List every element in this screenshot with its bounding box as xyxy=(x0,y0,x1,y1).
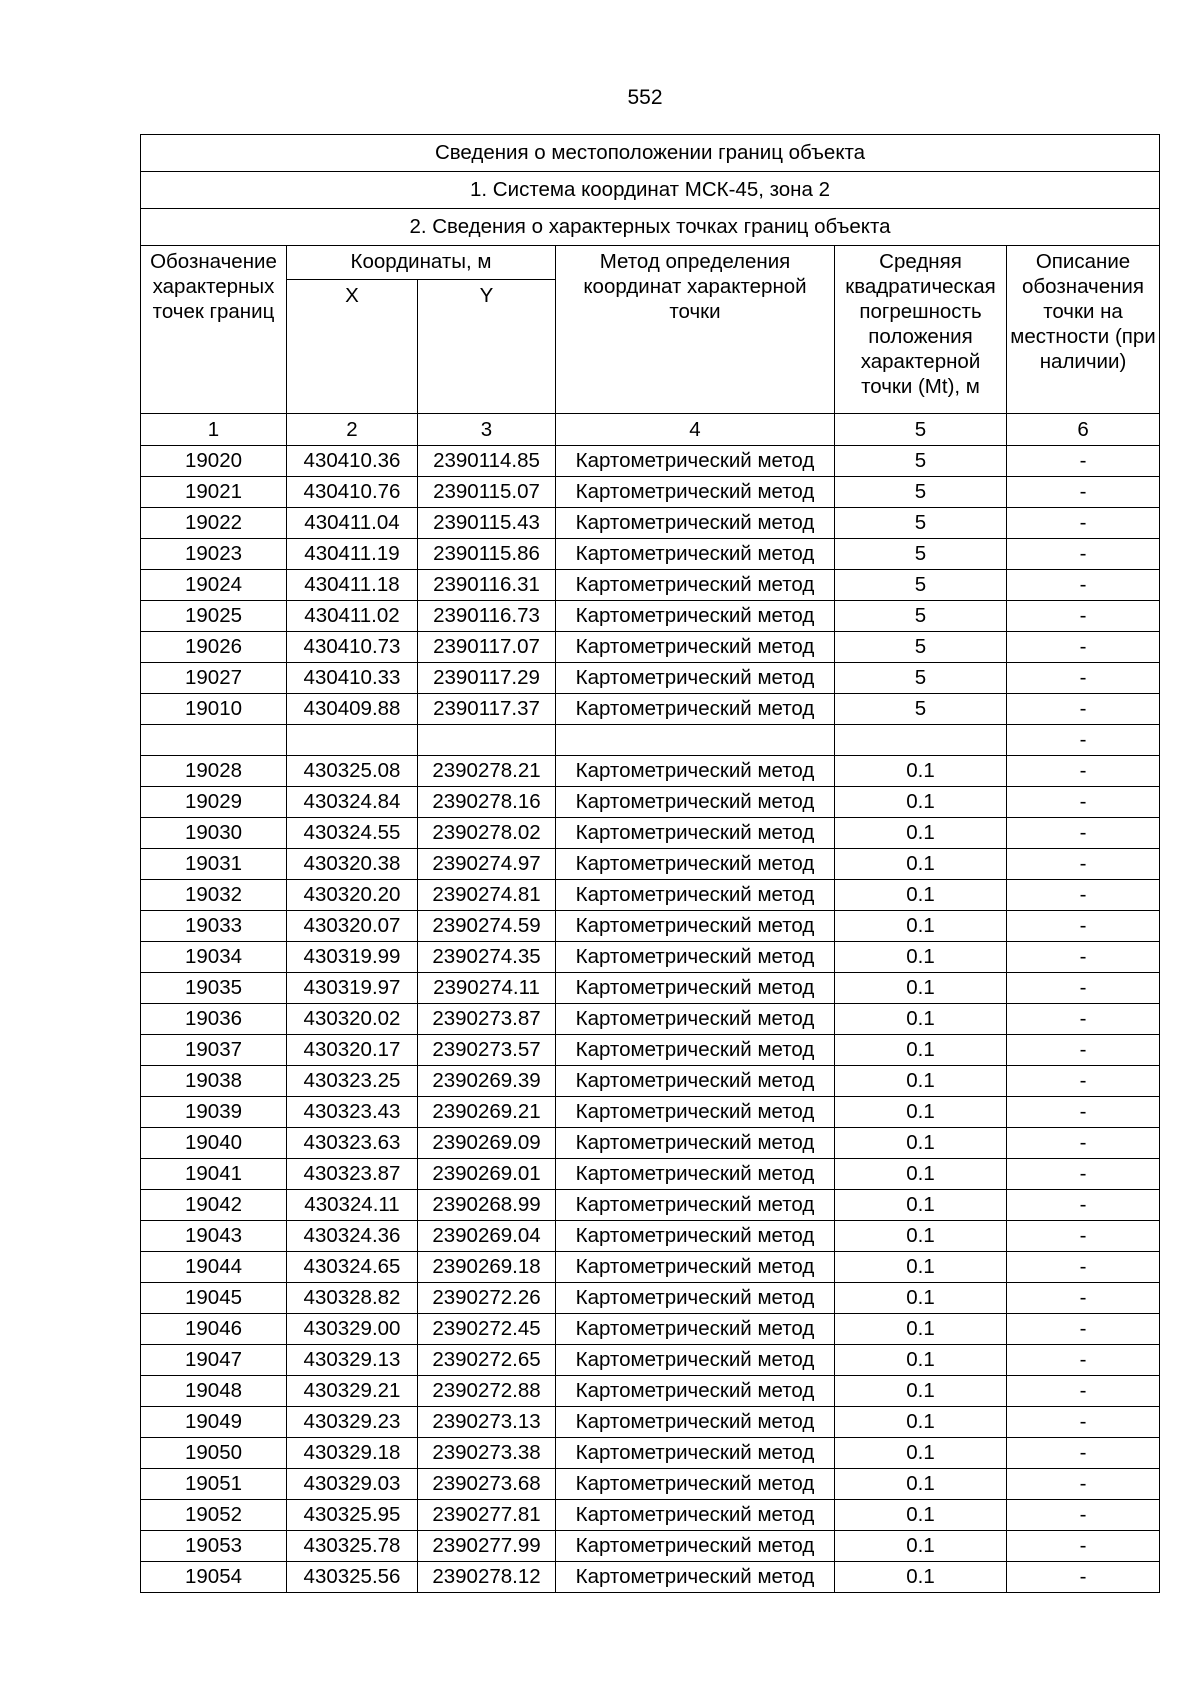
cell-method: Картометрический метод xyxy=(556,601,835,632)
cell-method: Картометрический метод xyxy=(556,632,835,663)
cell-y: 2390273.87 xyxy=(418,1004,556,1035)
cell-y: 2390268.99 xyxy=(418,1190,556,1221)
cell-description: - xyxy=(1007,1190,1160,1221)
cell-error: 0.1 xyxy=(835,1562,1007,1593)
cell-y: 2390117.07 xyxy=(418,632,556,663)
cell-y: 2390269.39 xyxy=(418,1066,556,1097)
cell-x: 430325.08 xyxy=(287,756,418,787)
cell-error: 0.1 xyxy=(835,911,1007,942)
header-point-label: Обозначение характерных точек границ xyxy=(141,246,287,414)
cell-method: Картометрический метод xyxy=(556,911,835,942)
cell-error: 0.1 xyxy=(835,1221,1007,1252)
cell-description: - xyxy=(1007,1283,1160,1314)
cell-description: - xyxy=(1007,880,1160,911)
cell-y: 2390269.21 xyxy=(418,1097,556,1128)
table-row xyxy=(141,663,1160,694)
cell-point-id: 19046 xyxy=(141,1314,287,1345)
cell-x: 430320.02 xyxy=(287,1004,418,1035)
cell-y: 2390274.59 xyxy=(418,911,556,942)
cell-method: Картометрический метод xyxy=(556,508,835,539)
table-row xyxy=(141,1035,1160,1066)
cell-error: 0.1 xyxy=(835,756,1007,787)
cell-point-id: 19022 xyxy=(141,508,287,539)
table-row xyxy=(141,694,1160,725)
cell-x: 430410.36 xyxy=(287,446,418,477)
cell-point-id: 19045 xyxy=(141,1283,287,1314)
cell-x: 430324.84 xyxy=(287,787,418,818)
cell-x xyxy=(287,725,418,756)
table-row xyxy=(141,787,1160,818)
cell-x: 430319.97 xyxy=(287,973,418,1004)
cell-description: - xyxy=(1007,570,1160,601)
cell-point-id: 19049 xyxy=(141,1407,287,1438)
cell-method: Картометрический метод xyxy=(556,1159,835,1190)
cell-description: - xyxy=(1007,477,1160,508)
cell-method: Картометрический метод xyxy=(556,1128,835,1159)
cell-x: 430319.99 xyxy=(287,942,418,973)
column-number: 3 xyxy=(418,414,556,446)
cell-point-id: 19023 xyxy=(141,539,287,570)
cell-x: 430329.13 xyxy=(287,1345,418,1376)
header-y: Y xyxy=(418,280,556,414)
cell-error: 0.1 xyxy=(835,1469,1007,1500)
cell-method: Картометрический метод xyxy=(556,1066,835,1097)
cell-point-id: 19030 xyxy=(141,818,287,849)
cell-method: Картометрический метод xyxy=(556,1562,835,1593)
cell-error xyxy=(835,725,1007,756)
cell-description: - xyxy=(1007,818,1160,849)
cell-point-id: 19041 xyxy=(141,1159,287,1190)
table-row xyxy=(141,1376,1160,1407)
cell-x: 430324.11 xyxy=(287,1190,418,1221)
cell-point-id: 19034 xyxy=(141,942,287,973)
cell-error: 5 xyxy=(835,601,1007,632)
cell-description: - xyxy=(1007,973,1160,1004)
cell-x: 430325.56 xyxy=(287,1562,418,1593)
points-section-heading: 2. Сведения о характерных точках границ объекта xyxy=(141,209,1160,246)
cell-description: - xyxy=(1007,1407,1160,1438)
cell-method: Картометрический метод xyxy=(556,1531,835,1562)
cell-error: 5 xyxy=(835,694,1007,725)
table-row xyxy=(141,446,1160,477)
cell-point-id: 19021 xyxy=(141,477,287,508)
cell-point-id: 19010 xyxy=(141,694,287,725)
cell-error: 5 xyxy=(835,663,1007,694)
cell-point-id: 19047 xyxy=(141,1345,287,1376)
cell-error: 5 xyxy=(835,477,1007,508)
table-row xyxy=(141,1500,1160,1531)
cell-point-id: 19028 xyxy=(141,756,287,787)
cell-y: 2390272.26 xyxy=(418,1283,556,1314)
cell-method: Картометрический метод xyxy=(556,1314,835,1345)
cell-description: - xyxy=(1007,1252,1160,1283)
cell-error: 0.1 xyxy=(835,1314,1007,1345)
cell-error: 0.1 xyxy=(835,849,1007,880)
table-row xyxy=(141,725,1160,756)
cell-method: Картометрический метод xyxy=(556,539,835,570)
cell-y: 2390274.97 xyxy=(418,849,556,880)
cell-error: 0.1 xyxy=(835,1035,1007,1066)
cell-x: 430409.88 xyxy=(287,694,418,725)
table-row xyxy=(141,1066,1160,1097)
cell-method: Картометрический метод xyxy=(556,973,835,1004)
cell-x: 430324.55 xyxy=(287,818,418,849)
cell-description: - xyxy=(1007,601,1160,632)
cell-point-id xyxy=(141,725,287,756)
cell-description: - xyxy=(1007,663,1160,694)
cell-description: - xyxy=(1007,632,1160,663)
column-number: 2 xyxy=(287,414,418,446)
cell-description: - xyxy=(1007,911,1160,942)
column-number: 5 xyxy=(835,414,1007,446)
cell-point-id: 19044 xyxy=(141,1252,287,1283)
cell-description: - xyxy=(1007,1531,1160,1562)
cell-description: - xyxy=(1007,787,1160,818)
cell-method: Картометрический метод xyxy=(556,1438,835,1469)
cell-y: 2390115.86 xyxy=(418,539,556,570)
cell-point-id: 19040 xyxy=(141,1128,287,1159)
table-row xyxy=(141,880,1160,911)
cell-method: Картометрический метод xyxy=(556,818,835,849)
cell-method: Картометрический метод xyxy=(556,1345,835,1376)
cell-description: - xyxy=(1007,1035,1160,1066)
table-row xyxy=(141,1004,1160,1035)
cell-description: - xyxy=(1007,1128,1160,1159)
table-row xyxy=(141,1531,1160,1562)
table-row xyxy=(141,1252,1160,1283)
cell-point-id: 19033 xyxy=(141,911,287,942)
table-row xyxy=(141,1128,1160,1159)
table-row xyxy=(141,1314,1160,1345)
cell-x: 430411.19 xyxy=(287,539,418,570)
cell-description: - xyxy=(1007,1345,1160,1376)
table-row xyxy=(141,508,1160,539)
cell-x: 430329.18 xyxy=(287,1438,418,1469)
cell-x: 430329.23 xyxy=(287,1407,418,1438)
cell-y: 2390269.01 xyxy=(418,1159,556,1190)
table-row xyxy=(141,818,1160,849)
cell-x: 430325.78 xyxy=(287,1531,418,1562)
cell-description: - xyxy=(1007,694,1160,725)
table-row xyxy=(141,539,1160,570)
cell-x: 430320.20 xyxy=(287,880,418,911)
cell-point-id: 19026 xyxy=(141,632,287,663)
cell-description: - xyxy=(1007,1376,1160,1407)
cell-y: 2390273.57 xyxy=(418,1035,556,1066)
cell-error: 0.1 xyxy=(835,1190,1007,1221)
cell-error: 0.1 xyxy=(835,1097,1007,1128)
cell-y: 2390116.31 xyxy=(418,570,556,601)
header-method: Метод определения координат характерной точки xyxy=(556,246,835,414)
column-number: 4 xyxy=(556,414,835,446)
table-row xyxy=(141,1438,1160,1469)
cell-method: Картометрический метод xyxy=(556,942,835,973)
cell-description: - xyxy=(1007,756,1160,787)
cell-x: 430329.21 xyxy=(287,1376,418,1407)
cell-method: Картометрический метод xyxy=(556,570,835,601)
cell-x: 430324.65 xyxy=(287,1252,418,1283)
cell-y: 2390272.45 xyxy=(418,1314,556,1345)
cell-y: 2390278.16 xyxy=(418,787,556,818)
cell-x: 430410.33 xyxy=(287,663,418,694)
cell-y: 2390278.02 xyxy=(418,818,556,849)
cell-y: 2390272.65 xyxy=(418,1345,556,1376)
cell-error: 0.1 xyxy=(835,1438,1007,1469)
cell-method: Картометрический метод xyxy=(556,1004,835,1035)
cell-point-id: 19050 xyxy=(141,1438,287,1469)
table-row xyxy=(141,1345,1160,1376)
cell-description: - xyxy=(1007,1438,1160,1469)
cell-x: 430323.63 xyxy=(287,1128,418,1159)
cell-method xyxy=(556,725,835,756)
cell-error: 5 xyxy=(835,539,1007,570)
cell-point-id: 19052 xyxy=(141,1500,287,1531)
cell-error: 0.1 xyxy=(835,1283,1007,1314)
table-row xyxy=(141,1283,1160,1314)
cell-method: Картометрический метод xyxy=(556,446,835,477)
column-number-row xyxy=(141,414,1160,446)
page-number: 552 xyxy=(627,86,663,109)
cell-description: - xyxy=(1007,1500,1160,1531)
cell-method: Картометрический метод xyxy=(556,1407,835,1438)
table-row xyxy=(141,1159,1160,1190)
cell-y: 2390116.73 xyxy=(418,601,556,632)
cell-point-id: 19025 xyxy=(141,601,287,632)
header-error: Средняя квадратическая погрешность положения характерной точки (Mt), м xyxy=(835,246,1007,414)
cell-x: 430320.38 xyxy=(287,849,418,880)
cell-point-id: 19054 xyxy=(141,1562,287,1593)
cell-x: 430410.76 xyxy=(287,477,418,508)
cell-y: 2390269.09 xyxy=(418,1128,556,1159)
cell-point-id: 19031 xyxy=(141,849,287,880)
table-row xyxy=(141,601,1160,632)
cell-method: Картометрический метод xyxy=(556,1500,835,1531)
cell-method: Картометрический метод xyxy=(556,1190,835,1221)
cell-method: Картометрический метод xyxy=(556,1252,835,1283)
cell-error: 0.1 xyxy=(835,787,1007,818)
cell-x: 430323.87 xyxy=(287,1159,418,1190)
cell-y: 2390115.43 xyxy=(418,508,556,539)
cell-point-id: 19020 xyxy=(141,446,287,477)
cell-description: - xyxy=(1007,849,1160,880)
cell-description: - xyxy=(1007,1314,1160,1345)
cell-y: 2390277.99 xyxy=(418,1531,556,1562)
cell-method: Картометрический метод xyxy=(556,1469,835,1500)
cell-y: 2390278.12 xyxy=(418,1562,556,1593)
cell-x: 430411.18 xyxy=(287,570,418,601)
cell-x: 430320.07 xyxy=(287,911,418,942)
cell-point-id: 19051 xyxy=(141,1469,287,1500)
cell-error: 5 xyxy=(835,632,1007,663)
cell-description: - xyxy=(1007,446,1160,477)
cell-method: Картометрический метод xyxy=(556,1035,835,1066)
cell-point-id: 19032 xyxy=(141,880,287,911)
cell-point-id: 19037 xyxy=(141,1035,287,1066)
cell-error: 0.1 xyxy=(835,1159,1007,1190)
cell-x: 430324.36 xyxy=(287,1221,418,1252)
cell-y: 2390115.07 xyxy=(418,477,556,508)
cell-error: 0.1 xyxy=(835,1376,1007,1407)
cell-point-id: 19038 xyxy=(141,1066,287,1097)
column-number: 1 xyxy=(141,414,287,446)
cell-description: - xyxy=(1007,1097,1160,1128)
cell-error: 0.1 xyxy=(835,880,1007,911)
cell-method: Картометрический метод xyxy=(556,663,835,694)
cell-y: 2390277.81 xyxy=(418,1500,556,1531)
cell-point-id: 19048 xyxy=(141,1376,287,1407)
table-title: Сведения о местоположении границ объекта xyxy=(141,135,1160,172)
cell-x: 430328.82 xyxy=(287,1283,418,1314)
cell-error: 5 xyxy=(835,508,1007,539)
cell-description: - xyxy=(1007,1004,1160,1035)
cell-method: Картометрический метод xyxy=(556,694,835,725)
cell-point-id: 19053 xyxy=(141,1531,287,1562)
cell-error: 0.1 xyxy=(835,1500,1007,1531)
cell-error: 0.1 xyxy=(835,973,1007,1004)
table-row xyxy=(141,570,1160,601)
cell-error: 5 xyxy=(835,570,1007,601)
cell-x: 430329.00 xyxy=(287,1314,418,1345)
cell-y xyxy=(418,725,556,756)
cell-x: 430323.25 xyxy=(287,1066,418,1097)
cell-y: 2390269.18 xyxy=(418,1252,556,1283)
header-description: Описание обозначения точки на местности (при наличии) xyxy=(1007,246,1160,414)
cell-error: 0.1 xyxy=(835,1345,1007,1376)
cell-description: - xyxy=(1007,725,1160,756)
table-row xyxy=(141,632,1160,663)
cell-point-id: 19035 xyxy=(141,973,287,1004)
cell-description: - xyxy=(1007,1066,1160,1097)
cell-y: 2390269.04 xyxy=(418,1221,556,1252)
table-row xyxy=(141,1190,1160,1221)
table-row xyxy=(141,756,1160,787)
cell-error: 0.1 xyxy=(835,1531,1007,1562)
table-row xyxy=(141,911,1160,942)
cell-y: 2390117.37 xyxy=(418,694,556,725)
cell-error: 0.1 xyxy=(835,1407,1007,1438)
cell-y: 2390274.11 xyxy=(418,973,556,1004)
column-number: 6 xyxy=(1007,414,1160,446)
cell-y: 2390117.29 xyxy=(418,663,556,694)
cell-y: 2390273.68 xyxy=(418,1469,556,1500)
header-x: X xyxy=(287,280,418,414)
table-row xyxy=(141,477,1160,508)
table-row xyxy=(141,1407,1160,1438)
cell-point-id: 19039 xyxy=(141,1097,287,1128)
cell-point-id: 19043 xyxy=(141,1221,287,1252)
cell-description: - xyxy=(1007,508,1160,539)
table-row xyxy=(141,1469,1160,1500)
cell-point-id: 19027 xyxy=(141,663,287,694)
cell-point-id: 19042 xyxy=(141,1190,287,1221)
table-row xyxy=(141,1562,1160,1593)
cell-method: Картометрический метод xyxy=(556,787,835,818)
cell-x: 430320.17 xyxy=(287,1035,418,1066)
cell-description: - xyxy=(1007,942,1160,973)
cell-error: 0.1 xyxy=(835,942,1007,973)
cell-method: Картометрический метод xyxy=(556,756,835,787)
cell-method: Картометрический метод xyxy=(556,1221,835,1252)
cell-point-id: 19024 xyxy=(141,570,287,601)
cell-method: Картометрический метод xyxy=(556,1376,835,1407)
cell-x: 430410.73 xyxy=(287,632,418,663)
cell-x: 430329.03 xyxy=(287,1469,418,1500)
table-row xyxy=(141,1097,1160,1128)
cell-x: 430411.04 xyxy=(287,508,418,539)
cell-method: Картометрический метод xyxy=(556,880,835,911)
table-row xyxy=(141,1221,1160,1252)
cell-description: - xyxy=(1007,1159,1160,1190)
cell-description: - xyxy=(1007,1221,1160,1252)
coordinate-system-heading: 1. Система координат МСК-45, зона 2 xyxy=(141,172,1160,209)
cell-method: Картометрический метод xyxy=(556,1283,835,1314)
cell-error: 5 xyxy=(835,446,1007,477)
cell-method: Картометрический метод xyxy=(556,477,835,508)
cell-description: - xyxy=(1007,1562,1160,1593)
cell-x: 430411.02 xyxy=(287,601,418,632)
cell-y: 2390274.81 xyxy=(418,880,556,911)
cell-y: 2390273.13 xyxy=(418,1407,556,1438)
cell-error: 0.1 xyxy=(835,1066,1007,1097)
cell-point-id: 19029 xyxy=(141,787,287,818)
table-row xyxy=(141,849,1160,880)
cell-x: 430323.43 xyxy=(287,1097,418,1128)
header-coordinates: Координаты, м xyxy=(287,246,556,280)
cell-description: - xyxy=(1007,539,1160,570)
cell-method: Картометрический метод xyxy=(556,849,835,880)
table-row xyxy=(141,973,1160,1004)
cell-x: 430325.95 xyxy=(287,1500,418,1531)
cell-error: 0.1 xyxy=(835,818,1007,849)
cell-y: 2390278.21 xyxy=(418,756,556,787)
boundary-points-table xyxy=(140,134,1160,1593)
cell-error: 0.1 xyxy=(835,1128,1007,1159)
cell-y: 2390274.35 xyxy=(418,942,556,973)
cell-point-id: 19036 xyxy=(141,1004,287,1035)
cell-error: 0.1 xyxy=(835,1252,1007,1283)
cell-y: 2390273.38 xyxy=(418,1438,556,1469)
cell-method: Картометрический метод xyxy=(556,1097,835,1128)
cell-error: 0.1 xyxy=(835,1004,1007,1035)
cell-y: 2390114.85 xyxy=(418,446,556,477)
cell-y: 2390272.88 xyxy=(418,1376,556,1407)
table-row xyxy=(141,942,1160,973)
cell-description: - xyxy=(1007,1469,1160,1500)
